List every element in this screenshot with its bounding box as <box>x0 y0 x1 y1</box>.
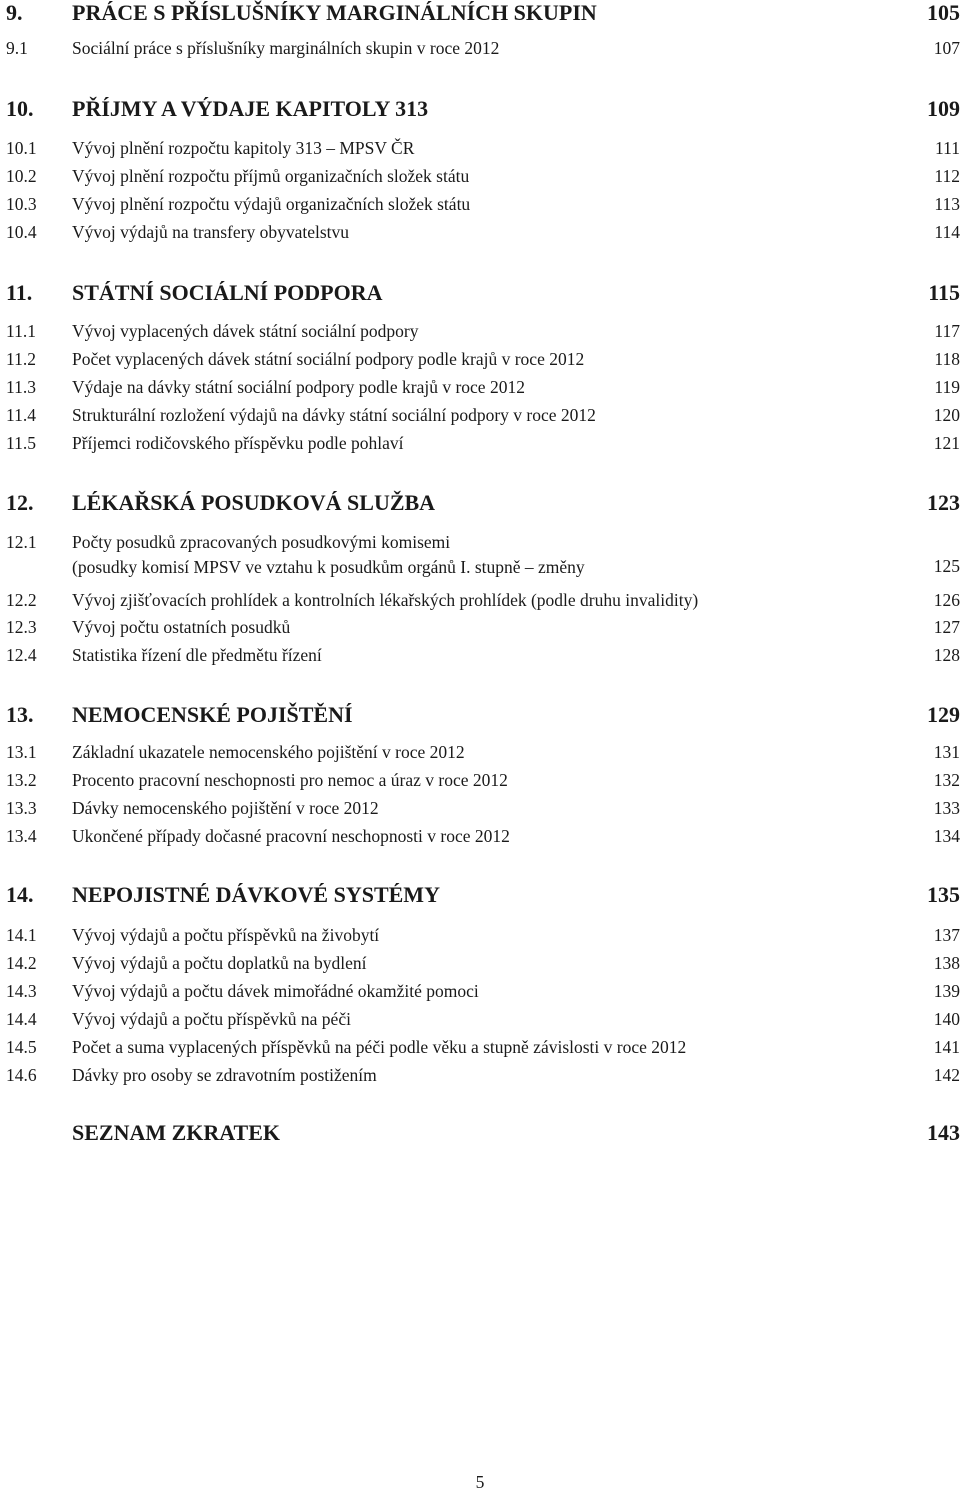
toc-entry-page: 137 <box>933 925 960 945</box>
toc-entry-title-line: (posudky komisí MPSV ve vztahu k posudkům orgánů I. stupně – změny <box>72 557 585 577</box>
toc-entry-title: Statistika řízení dle předmětu řízení <box>72 645 322 665</box>
toc-entry-title: Vývoj vyplacených dávek státní sociální podpory <box>72 321 419 341</box>
toc-entry-title: NEMOCENSKÉ POJIŠTĚNÍ <box>72 702 353 727</box>
toc-entry-page: 132 <box>933 770 960 790</box>
toc-entry-title: Počet a suma vyplacených příspěvků na péči podle věku a stupně závislosti v roce 2012 <box>72 1037 687 1057</box>
toc-entry-title: Vývoj výdajů a počtu dávek mimořádné okamžité pomoci <box>72 981 479 1001</box>
toc-entry-page: 128 <box>933 645 960 665</box>
toc-entry-title: Vývoj výdajů na transfery obyvatelstvu <box>72 222 350 242</box>
toc-entry-title: SEZNAM ZKRATEK <box>72 1120 281 1145</box>
toc-entry-page: 131 <box>933 742 960 762</box>
toc-entry-title: Počet vyplacených dávek státní sociální podpory podle krajů v roce 2012 <box>72 349 585 369</box>
toc-entry-number: 9. <box>6 0 23 25</box>
toc-entry-title: Základní ukazatele nemocenského pojištění v roce 2012 <box>72 742 465 762</box>
toc-entry-number: 14.1 <box>6 925 37 945</box>
toc-entry-number: 11.5 <box>6 433 36 453</box>
toc-entry-page: 139 <box>933 981 960 1001</box>
toc-entry-number: 13.2 <box>6 770 37 790</box>
toc-entry-title: Vývoj výdajů a počtu příspěvků na péči <box>72 1009 351 1029</box>
toc-entry-page: 127 <box>933 617 960 637</box>
toc-entry-page: 114 <box>934 222 960 242</box>
toc-entry-title-line: Počty posudků zpracovaných posudkovými komisemi <box>72 532 451 552</box>
toc-entry-number: 11. <box>6 280 33 305</box>
toc-entry-page: 118 <box>934 349 960 369</box>
page-number: 5 <box>475 1472 485 1492</box>
toc-entry-title: Vývoj výdajů a počtu doplatků na bydlení <box>72 953 367 973</box>
toc-entry-page: 112 <box>934 166 960 186</box>
toc-entry-page: 143 <box>927 1120 960 1145</box>
toc-entry-title: PRÁCE S PŘÍSLUŠNÍKY MARGINÁLNÍCH SKUPIN <box>72 0 597 25</box>
toc-entry-page: 113 <box>934 194 960 214</box>
toc-entry-page: 135 <box>927 882 960 907</box>
toc-entry-title: Vývoj plnění rozpočtu výdajů organizačních složek státu <box>72 194 471 214</box>
toc-entry-title: Vývoj počtu ostatních posudků <box>72 617 291 637</box>
toc-entry-title: Vývoj plnění rozpočtu příjmů organizačních složek státu <box>72 166 470 186</box>
toc-entry-title: PŘÍJMY A VÝDAJE KAPITOLY 313 <box>72 96 429 121</box>
toc-entry-title: NEPOJISTNÉ DÁVKOVÉ SYSTÉMY <box>72 882 440 907</box>
toc-entry-page: 129 <box>927 702 960 727</box>
toc-entry-number: 12. <box>6 490 34 515</box>
toc-entry-page: 121 <box>933 433 960 453</box>
toc-entry-page: 120 <box>933 405 960 425</box>
toc-entry-number: 14.4 <box>6 1009 37 1029</box>
toc-entry-number: 10.2 <box>6 166 37 186</box>
toc-entry-number: 11.3 <box>6 377 36 397</box>
toc-entry-number: 10.4 <box>6 222 37 242</box>
toc-entry-number: 11.4 <box>6 405 36 425</box>
toc-entry-number: 11.1 <box>6 321 36 341</box>
toc-entry-page: 117 <box>934 321 960 341</box>
toc-entry-number: 14.5 <box>6 1037 37 1057</box>
toc-entry-page: 107 <box>933 38 960 58</box>
toc-entry-page: 134 <box>933 826 960 846</box>
toc-entry-number: 13.1 <box>6 742 37 762</box>
toc-entry-title: Vývoj zjišťovacích prohlídek a kontrolních lékařských prohlídek (podle druhu invalidity) <box>72 590 699 610</box>
toc-entry-page: 109 <box>927 96 960 121</box>
toc-entry-title: Sociální práce s příslušníky marginálních skupin v roce 2012 <box>72 38 500 58</box>
toc-entry-number: 13.3 <box>6 798 37 818</box>
toc-entry-title: Procento pracovní neschopnosti pro nemoc a úraz v roce 2012 <box>72 770 508 790</box>
toc-entry-number: 12.3 <box>6 617 37 637</box>
toc-entry-title: Příjemci rodičovského příspěvku podle pohlaví <box>72 433 404 453</box>
toc-entry-page: 141 <box>933 1037 960 1057</box>
toc-entry-title: Ukončené případy dočasné pracovní neschopnosti v roce 2012 <box>72 826 510 846</box>
toc-entry-title: Strukturální rozložení výdajů na dávky státní sociální podpory v roce 2012 <box>72 405 596 425</box>
toc-entry-page: 140 <box>933 1009 960 1029</box>
toc-entry-number: 10.1 <box>6 138 37 158</box>
toc-entry-page: 142 <box>933 1065 960 1085</box>
toc-entry-number: 10.3 <box>6 194 37 214</box>
toc-entry-number: 12.4 <box>6 645 37 665</box>
toc-entry-number: 11.2 <box>6 349 36 369</box>
toc-entry-title: LÉKAŘSKÁ POSUDKOVÁ SLUŽBA <box>72 490 436 515</box>
toc-entry-page: 119 <box>934 377 960 397</box>
toc-entry-page: 111 <box>935 138 960 158</box>
toc-entry-title: Dávky nemocenského pojištění v roce 2012 <box>72 798 379 818</box>
toc-entry-page: 123 <box>927 490 960 515</box>
toc-entry-title: Dávky pro osoby se zdravotním postižením <box>72 1065 377 1085</box>
toc-entry-page: 133 <box>933 798 960 818</box>
toc-entry-page: 105 <box>927 0 960 25</box>
toc-entry-number: 10. <box>6 96 34 121</box>
toc-entry-number: 12.2 <box>6 590 37 610</box>
toc-entry-number: 9.1 <box>6 38 28 58</box>
toc-entry-number: 12.1 <box>6 532 37 552</box>
toc-entry-number: 13.4 <box>6 826 37 846</box>
toc-entry-number: 14.2 <box>6 953 37 973</box>
toc-entry-number: 14.6 <box>6 1065 37 1085</box>
toc-entry-number: 14.3 <box>6 981 37 1001</box>
toc-entry-page: 115 <box>928 280 960 305</box>
toc-entry-page: 125 <box>933 556 960 576</box>
toc-entry-page: 138 <box>933 953 960 973</box>
toc-entry-page: 126 <box>933 590 960 610</box>
toc-entry-number: 13. <box>6 702 34 727</box>
toc-entry-title: Výdaje na dávky státní sociální podpory podle krajů v roce 2012 <box>72 377 525 397</box>
toc-entry-title: Vývoj výdajů a počtu příspěvků na živobytí <box>72 925 380 945</box>
toc-entry-title: Vývoj plnění rozpočtu kapitoly 313 – MPSV ČR <box>72 138 415 158</box>
toc-entry-title: STÁTNÍ SOCIÁLNÍ PODPORA <box>72 280 383 305</box>
toc-entry-title <box>72 532 585 578</box>
toc-entry-number: 14. <box>6 882 34 907</box>
